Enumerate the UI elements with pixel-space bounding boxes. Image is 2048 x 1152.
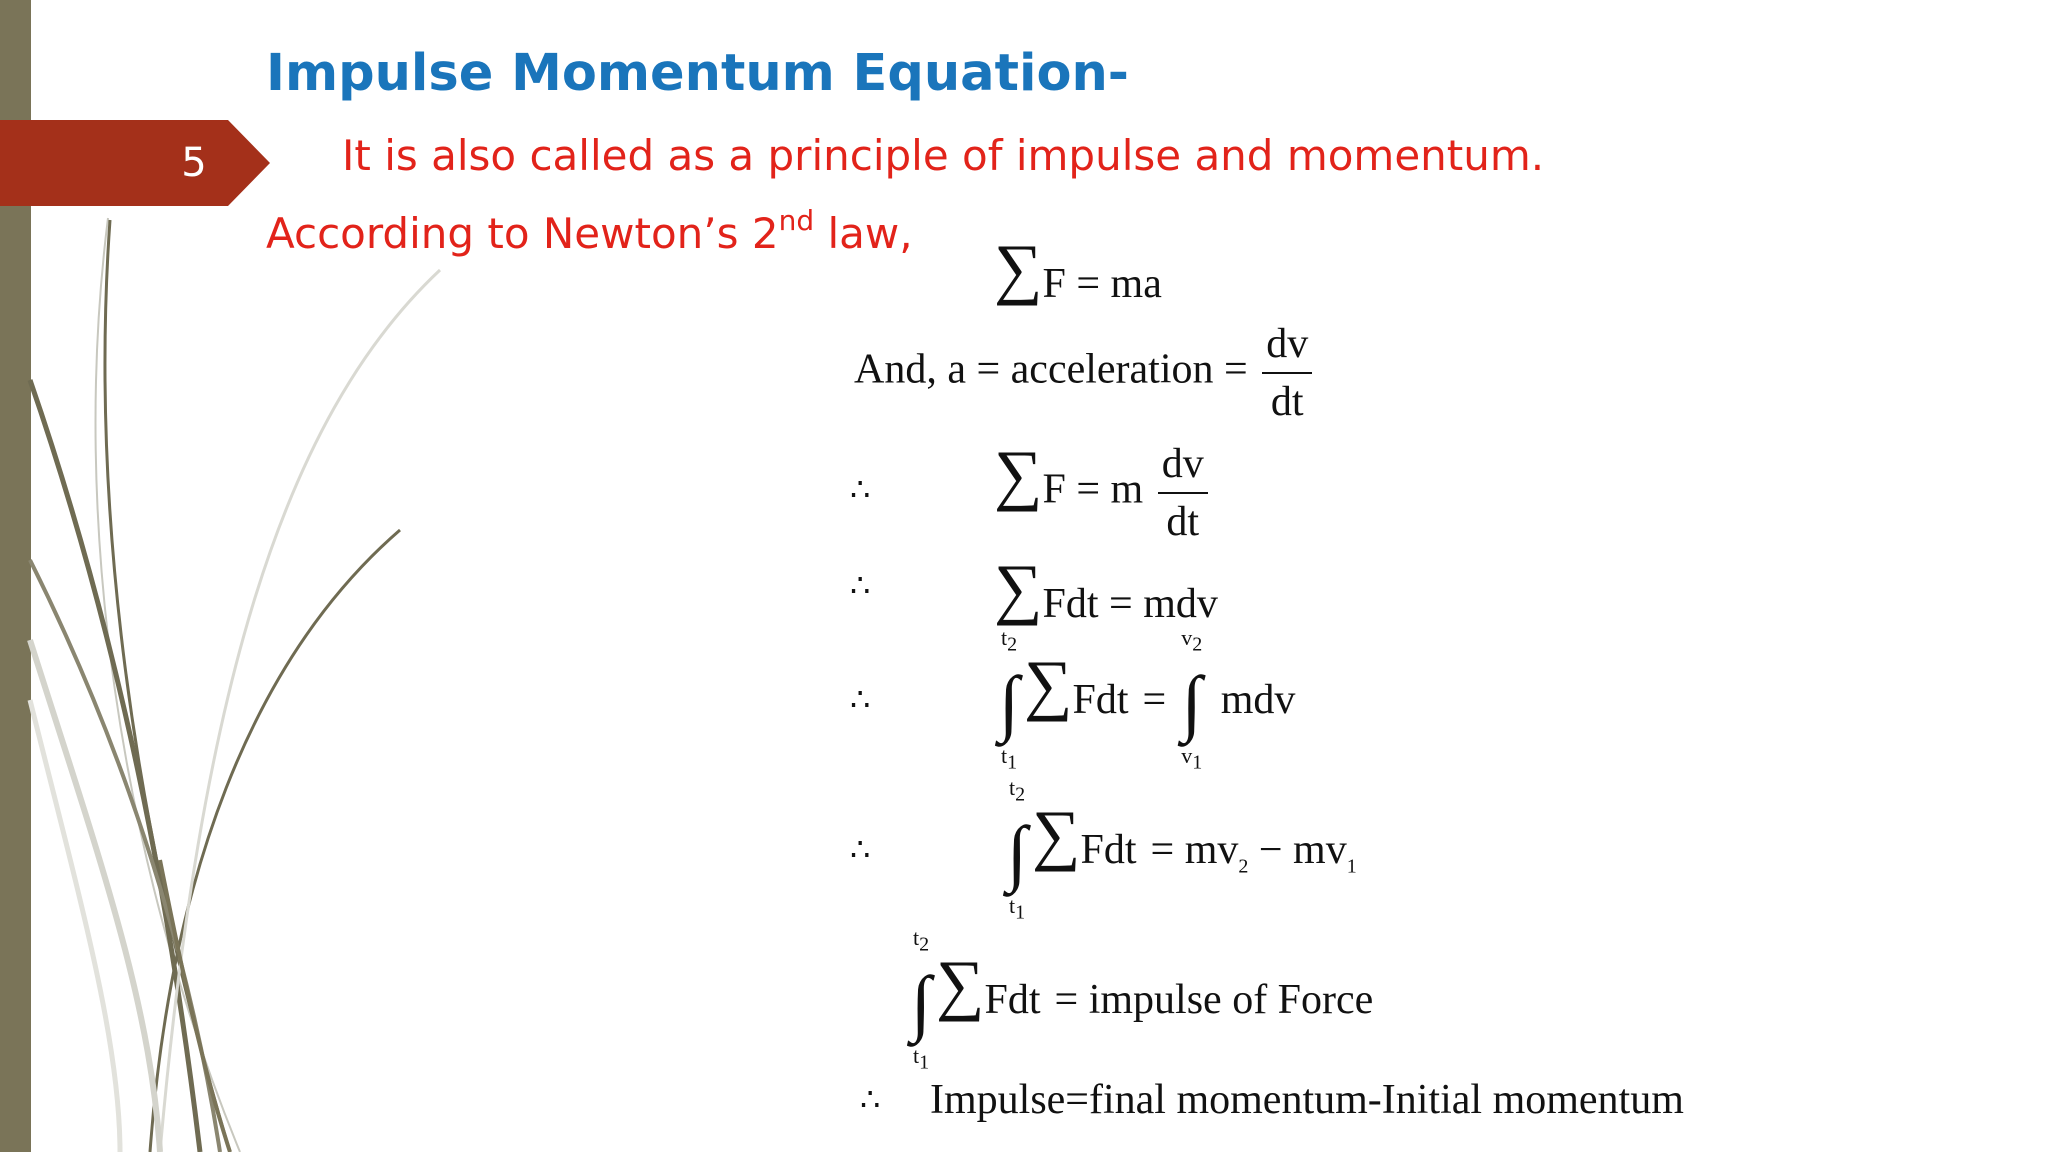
fdt-text: Fdt <box>984 977 1041 1023</box>
fraction-dv-dt <box>1158 440 1208 546</box>
integral-symbol: ∫ <box>1181 662 1202 745</box>
integral-symbol: ∫ <box>998 662 1020 745</box>
equation-text: And, a = acceleration = <box>854 346 1248 393</box>
slide-number-tab <box>0 120 270 206</box>
newton-superscript: nd <box>778 204 815 237</box>
subscript-1: 1 <box>1346 855 1357 878</box>
integral-lower-limit: $t_1$ <box>912 1042 930 1074</box>
equation-fdt-mdv <box>994 550 1218 628</box>
therefore-symbol: ∴ <box>850 470 871 508</box>
sum-symbol: ∑ <box>936 946 985 1022</box>
newton-suffix: law, <box>814 209 913 258</box>
integral-t <box>1002 775 1032 924</box>
numerator: dv <box>1262 320 1312 374</box>
equation-text: F = m <box>1042 466 1144 513</box>
equation-acceleration <box>854 320 1316 426</box>
integral-upper-limit: $v_2$ <box>1181 625 1203 656</box>
slide-number: 5 <box>181 140 207 186</box>
therefore-symbol: ∴ <box>850 566 871 604</box>
equation-text: Fdt = mdv <box>1042 581 1218 627</box>
integral-upper-limit: $t_2$ <box>912 925 930 956</box>
sum-symbol: ∑ <box>1032 796 1081 872</box>
integral-symbol: ∫ <box>1006 812 1028 895</box>
denominator: dt <box>1166 499 1200 545</box>
therefore-symbol: ∴ <box>860 1080 881 1118</box>
fdt-text: Fdt <box>1072 677 1129 723</box>
integral-lower-limit: $t_1$ <box>1000 742 1018 774</box>
fraction-dv-dt <box>1262 320 1312 426</box>
fdt-text: Fdt <box>1080 827 1137 873</box>
newton-prefix: According to Newton’s 2 <box>266 209 779 258</box>
integral-upper-limit: $t_2$ <box>1008 775 1026 806</box>
integral-v <box>1177 625 1207 774</box>
sum-symbol: ∑ <box>994 435 1043 512</box>
numerator: dv <box>1158 440 1208 494</box>
therefore-symbol: ∴ <box>850 680 871 718</box>
equation-impulse-summary: Impulse=final momentum-Initial momentum <box>930 1077 1684 1123</box>
equation-force <box>994 230 1162 308</box>
equation-impulse-of-force <box>906 925 1374 1074</box>
integral-lower-limit: $t_1$ <box>1008 892 1026 924</box>
integral-upper-limit: $t_2$ <box>1000 625 1018 656</box>
mv1-text: − mv <box>1248 827 1347 873</box>
impulse-of-force-text: = impulse of Force <box>1054 977 1374 1023</box>
equation-integral-both <box>994 625 1296 774</box>
integral-t <box>906 925 936 1074</box>
mv2-text: = mv <box>1150 827 1239 873</box>
equation-text: F = ma <box>1042 261 1162 307</box>
sum-symbol: ∑ <box>994 550 1043 626</box>
intro-text: It is also called as a principle of impulse and momentum. <box>342 131 1545 180</box>
integral-t <box>994 625 1024 774</box>
equals-sign: = <box>1142 677 1167 723</box>
integral-lower-limit: $v_1$ <box>1181 742 1203 774</box>
therefore-symbol: ∴ <box>850 830 871 868</box>
newton-law-text <box>266 206 913 262</box>
slide-title: Impulse Momentum Equation- <box>266 44 1129 103</box>
sum-symbol: ∑ <box>1024 646 1073 722</box>
mdv-text: mdv <box>1220 677 1296 723</box>
equation-momentum-change <box>1002 775 1357 924</box>
subscript-2: 2 <box>1238 855 1249 878</box>
denominator: dt <box>1270 379 1304 425</box>
integral-symbol: ∫ <box>910 962 932 1045</box>
sum-symbol: ∑ <box>994 230 1043 306</box>
equation-force-derivative <box>994 435 1212 546</box>
